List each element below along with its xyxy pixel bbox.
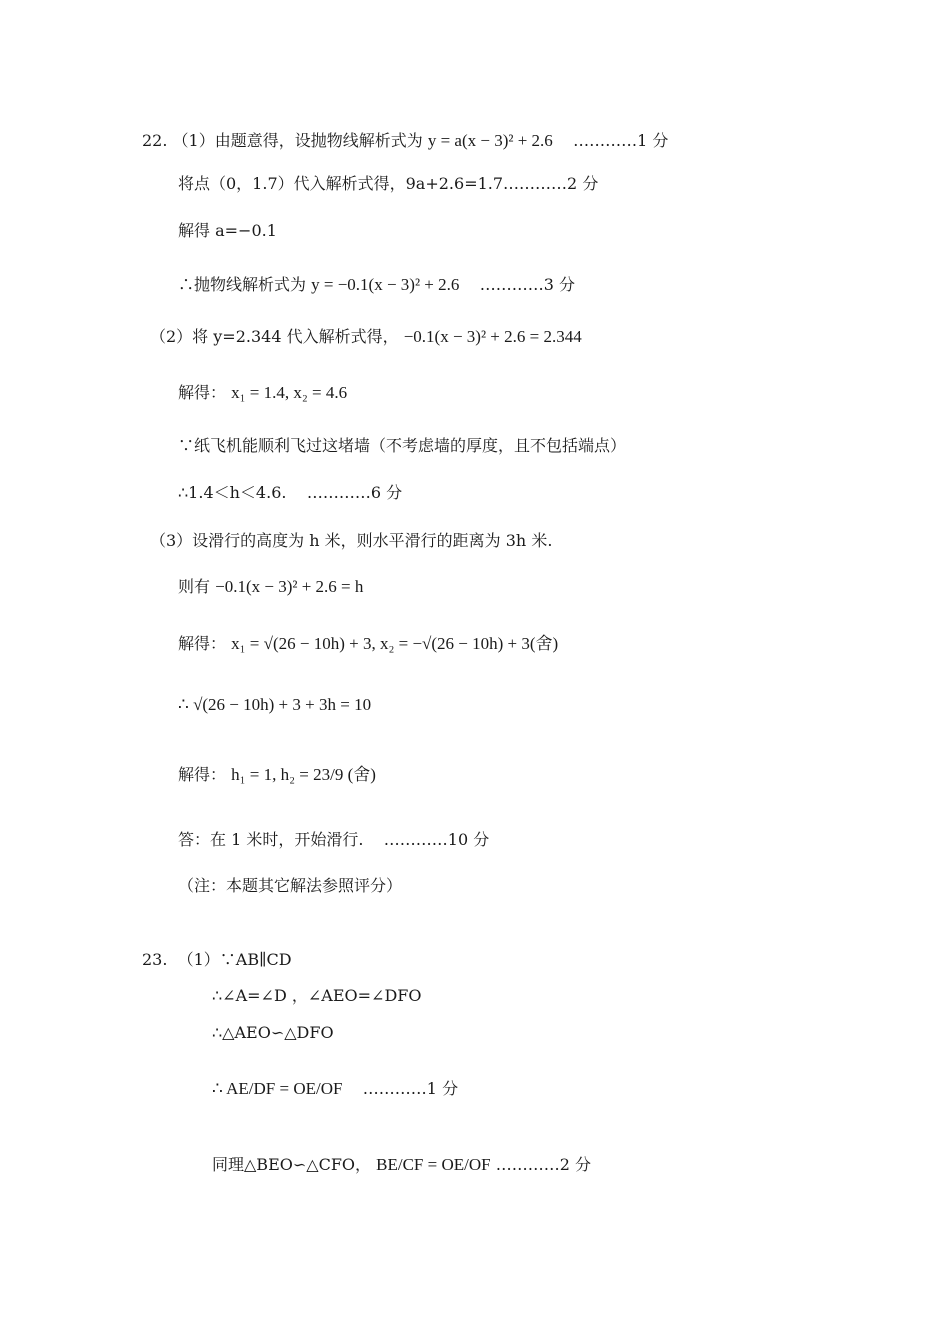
q22-part2-line4: ∴1.4＜h＜4.6. …………6 分 [178,483,403,502]
q22-part2-line3: ∵纸飞机能顺利飞过这堵墙（不考虑墙的厚度，且不包括端点） [178,436,627,455]
q22-part1-line1: 22. （1）由题意得，设抛物线解析式为 y = a(x − 3)² + 2.6 …………1 分 [142,131,669,150]
q22-part1-line3: 解得 a=−0.1 [178,221,277,240]
q22-part3-line1: （3）设滑行的高度为 h 米，则水平滑行的距离为 3h 米. [150,531,553,550]
q22-number: 22. [142,131,168,150]
q22-part3-line6: 答：在 1 米时，开始滑行. …………10 分 [178,830,490,849]
q22-note: （注：本题其它解法参照评分） [178,876,403,895]
q23-line3: ∴△AEO∽△DFO [212,1023,334,1042]
eq-distance: ∴ √(26 − 10h) + 3 + 3h = 10 [178,695,372,714]
eq-ratio-ae-df: ∴ AE/DF = OE/OF [212,1079,343,1098]
score-1-q23: …………1 分 [362,1079,459,1098]
eq-h-roots: h₁ = 1, h₂ = 23/9 (舍) [231,765,376,784]
score-1: …………1 分 [573,131,669,150]
eq-substitute-y: −0.1(x − 3)² + 2.6 = 2.344 [403,327,582,346]
q23-line1: 23. （1）∵AB∥CD [142,950,292,969]
eq-parabola-final: y = −0.1(x − 3)² + 2.6 [311,275,460,294]
q22-part3-line3: 解得： x₁ = √(26 − 10h) + 3, x₂ = −√(26 − 10h) + 3(舍) [178,634,559,653]
eq-parabola-general: y = a(x − 3)² + 2.6 [427,131,553,150]
q22-part2-line1: （2）将 y=2.344 代入解析式得， −0.1(x − 3)² + 2.6 = 2.344 [150,327,582,346]
score-6: …………6 分 [306,483,403,502]
score-10: …………10 分 [383,830,490,849]
q22-part2-line2: 解得： x₁ = 1.4, x₂ = 4.6 [178,383,348,402]
eq-height: −0.1(x − 3)² + 2.6 = h [215,577,364,596]
score-3: …………3 分 [479,275,576,294]
q22-part3-line2: 则有 −0.1(x − 3)² + 2.6 = h [178,577,364,596]
eq-ratio-be-cf: BE/CF = OE/OF [376,1155,491,1174]
eq-x-sqrt-roots: x₁ = √(26 − 10h) + 3, x₂ = −√(26 − 10h) + 3(舍) [231,634,559,653]
eq-x-roots: x₁ = 1.4, x₂ = 4.6 [231,383,348,402]
q22-part1-line2: 将点（0，1.7）代入解析式得，9a+2.6=1.7…………2 分 [178,174,599,193]
q23-number: 23. [142,950,168,969]
score-2-q23: …………2 分 [495,1155,591,1174]
q22-part3-line5: 解得： h₁ = 1, h₂ = 23/9 (舍) [178,765,376,784]
q22-part3-line4 [178,696,371,713]
q23-line4 [212,1080,458,1097]
q22-part1-line4: ∴抛物线解析式为 y = −0.1(x − 3)² + 2.6 …………3 分 [178,275,576,294]
q23-line5: 同理△BEO∽△CFO， BE/CF = OE/OF …………2 分 [212,1155,591,1174]
q23-line2: ∴∠A=∠D ，∠AEO=∠DFO [212,986,422,1005]
